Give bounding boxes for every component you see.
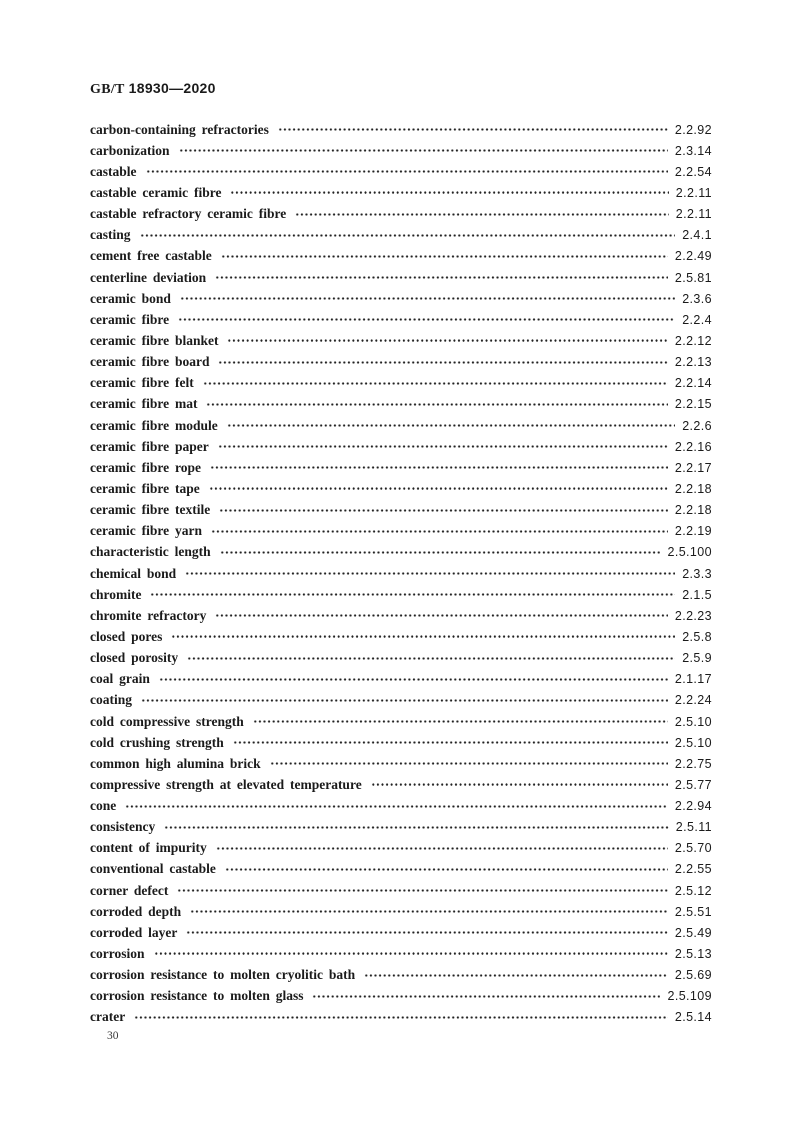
index-term: ceramic fibre tape (90, 480, 200, 496)
section-ref: 2.2.55 (674, 862, 712, 877)
index-term: cone (90, 798, 117, 814)
section-ref: 2.2.24 (674, 693, 712, 708)
dot-leader (179, 140, 668, 161)
index-entry-row (90, 986, 712, 1007)
dot-leader (159, 669, 668, 690)
section-ref: 2.2.6 (682, 418, 712, 433)
index-term: coal grain (90, 671, 150, 687)
section-ref: 2.5.12 (674, 883, 712, 898)
section-ref: 2.2.23 (674, 608, 712, 623)
section-ref: 2.2.75 (674, 756, 712, 771)
section-ref: 2.5.14 (674, 1010, 712, 1025)
standard-code-label: GB/T (90, 82, 125, 97)
section-ref: 2.3.14 (674, 143, 712, 158)
index-entry-row (90, 182, 712, 203)
index-entry-row (90, 394, 712, 415)
index-entry-row (90, 838, 712, 859)
index-term: ceramic fibre rope (90, 459, 201, 475)
index-term: compressive strength at elevated temperature (90, 776, 362, 792)
index-term: ceramic fibre blanket (90, 332, 219, 348)
index-term: cold crushing strength (90, 734, 224, 750)
index-entry-row (90, 436, 712, 457)
standard-code-number: 18930—2020 (128, 80, 216, 96)
dot-leader (270, 753, 668, 774)
dot-leader (253, 711, 668, 732)
index-entry-row (90, 521, 712, 542)
dot-leader (134, 1007, 668, 1028)
dot-leader (278, 119, 668, 140)
index-term: castable ceramic fibre (90, 184, 222, 200)
index-entry-row (90, 373, 712, 394)
dot-leader (185, 563, 675, 584)
index-term: carbonization (90, 142, 170, 158)
section-ref: 2.5.8 (682, 629, 712, 644)
dot-leader (206, 394, 667, 415)
dot-leader (218, 436, 668, 457)
index-entry-row (90, 626, 712, 647)
section-ref: 2.2.49 (674, 249, 712, 264)
section-ref: 2.4.1 (682, 228, 712, 243)
index-entry-row (90, 965, 712, 986)
index-entry-row (90, 204, 712, 225)
index-term: corroded layer (90, 924, 178, 940)
dot-leader (221, 246, 668, 267)
dot-leader (190, 901, 668, 922)
section-ref: 2.2.92 (674, 122, 712, 137)
section-ref: 2.2.17 (674, 460, 712, 475)
index-entry-row (90, 246, 712, 267)
index-entry-row (90, 901, 712, 922)
index-entry-row (90, 774, 712, 795)
section-ref: 2.2.4 (682, 312, 712, 327)
index-term: ceramic fibre module (90, 417, 218, 433)
section-ref: 2.2.13 (674, 355, 712, 370)
index-term: centerline deviation (90, 269, 207, 285)
dot-leader (215, 267, 668, 288)
section-ref: 2.2.11 (675, 185, 712, 200)
index-term: cold compressive strength (90, 713, 244, 729)
dot-leader (295, 204, 668, 225)
index-term: ceramic fibre (90, 311, 170, 327)
index-term: chemical bond (90, 565, 177, 581)
index-entry-row (90, 267, 712, 288)
index-entry-row (90, 309, 712, 330)
index-entry-row (90, 753, 712, 774)
index-term: closed porosity (90, 650, 179, 666)
index-entry-row (90, 922, 712, 943)
dot-leader (140, 225, 676, 246)
dot-leader (209, 478, 668, 499)
dot-leader (125, 796, 668, 817)
index-term: casting (90, 227, 131, 243)
section-ref: 2.5.10 (674, 714, 712, 729)
index-term: cement free castable (90, 248, 212, 264)
dot-leader (180, 288, 675, 309)
section-ref: 2.3.3 (682, 566, 712, 581)
index-entry-row (90, 542, 712, 563)
section-ref: 2.2.12 (674, 333, 712, 348)
index-term: corrosion resistance to molten glass (90, 988, 304, 1004)
dot-leader (230, 182, 668, 203)
dot-leader (164, 817, 669, 838)
index-entry-row (90, 732, 712, 753)
dot-leader (216, 838, 668, 859)
index-term: ceramic fibre textile (90, 502, 211, 518)
dot-leader (177, 880, 668, 901)
index-entry-row (90, 669, 712, 690)
index-term: ceramic fibre paper (90, 438, 209, 454)
index-term: chromite refractory (90, 607, 207, 623)
section-ref: 2.5.9 (682, 651, 712, 666)
dot-leader (146, 161, 668, 182)
dot-leader (154, 943, 668, 964)
index-entry-row (90, 352, 712, 373)
dot-leader (210, 457, 668, 478)
index-entry-row (90, 584, 712, 605)
dot-leader (203, 373, 668, 394)
section-ref: 2.1.5 (682, 587, 712, 602)
index-entry-row (90, 711, 712, 732)
dot-leader (364, 965, 668, 986)
dot-leader (150, 584, 675, 605)
index-entry-row (90, 943, 712, 964)
index-term: coating (90, 692, 132, 708)
dot-leader (187, 648, 675, 669)
section-ref: 2.5.69 (674, 968, 712, 983)
section-ref: 2.2.15 (674, 397, 712, 412)
page-number: 30 (107, 1030, 119, 1042)
section-ref: 2.5.11 (675, 820, 712, 835)
dot-leader (219, 500, 668, 521)
dot-leader (218, 352, 667, 373)
dot-leader (227, 330, 667, 351)
dot-leader (215, 605, 668, 626)
index-entry-row (90, 880, 712, 901)
index-term: ceramic fibre felt (90, 375, 194, 391)
index-term: crater (90, 1009, 126, 1025)
section-ref: 2.5.51 (674, 904, 712, 919)
index-entry-row (90, 415, 712, 436)
index-entry-row (90, 605, 712, 626)
index-term: corrosion (90, 946, 145, 962)
section-ref: 2.2.18 (674, 481, 712, 496)
index-entry-row (90, 161, 712, 182)
index-term: corner defect (90, 882, 169, 898)
dot-leader (233, 732, 668, 753)
section-ref: 2.2.18 (674, 503, 712, 518)
index-entry-row (90, 648, 712, 669)
dot-leader (225, 859, 668, 880)
index-term: closed pores (90, 628, 163, 644)
index-term: ceramic fibre yarn (90, 523, 202, 539)
dot-leader (220, 542, 661, 563)
dot-leader (312, 986, 660, 1007)
section-ref: 2.5.77 (674, 777, 712, 792)
index-entry-row (90, 140, 712, 161)
dot-leader (211, 521, 668, 542)
index-entry-row (90, 817, 712, 838)
alphabetical-index-list (90, 119, 712, 1028)
index-term: chromite (90, 586, 142, 602)
index-term: ceramic fibre board (90, 354, 210, 370)
index-term: corrosion resistance to molten cryolitic bath (90, 967, 356, 983)
dot-leader (371, 774, 668, 795)
index-entry-row (90, 457, 712, 478)
index-entry-row (90, 500, 712, 521)
section-ref: 2.5.100 (667, 545, 712, 560)
index-term: castable refractory ceramic fibre (90, 206, 287, 222)
section-ref: 2.3.6 (682, 291, 712, 306)
dot-leader (141, 690, 668, 711)
index-entry-row (90, 1007, 712, 1028)
index-term: conventional castable (90, 861, 216, 877)
index-entry-row (90, 859, 712, 880)
section-ref: 2.2.14 (674, 376, 712, 391)
index-term: corroded depth (90, 903, 182, 919)
index-entry-row (90, 288, 712, 309)
index-entry-row (90, 563, 712, 584)
section-ref: 2.5.81 (674, 270, 712, 285)
section-ref: 2.5.49 (674, 925, 712, 940)
index-entry-row (90, 796, 712, 817)
index-term: ceramic fibre mat (90, 396, 198, 412)
index-term: content of impurity (90, 840, 207, 856)
index-term: consistency (90, 819, 156, 835)
index-term: carbon-containing refractories (90, 121, 269, 137)
dot-leader (178, 309, 675, 330)
index-term: castable (90, 163, 137, 179)
section-ref: 2.2.16 (674, 439, 712, 454)
dot-leader (171, 626, 675, 647)
index-term: common high alumina brick (90, 755, 261, 771)
index-entry-row (90, 225, 712, 246)
section-ref: 2.1.17 (674, 672, 712, 687)
section-ref: 2.2.11 (675, 207, 712, 222)
section-ref: 2.2.54 (674, 164, 712, 179)
dot-leader (186, 922, 667, 943)
section-ref: 2.5.13 (674, 947, 712, 962)
index-entry-row (90, 690, 712, 711)
index-entry-row (90, 478, 712, 499)
index-entry-row (90, 119, 712, 140)
section-ref: 2.5.10 (674, 735, 712, 750)
dot-leader (227, 415, 675, 436)
section-ref: 2.5.109 (667, 989, 712, 1004)
index-term: ceramic bond (90, 290, 171, 306)
standard-code-header (90, 80, 216, 98)
section-ref: 2.5.70 (674, 841, 712, 856)
section-ref: 2.2.94 (674, 799, 712, 814)
index-term: characteristic length (90, 544, 211, 560)
index-entry-row (90, 330, 712, 351)
section-ref: 2.2.19 (674, 524, 712, 539)
